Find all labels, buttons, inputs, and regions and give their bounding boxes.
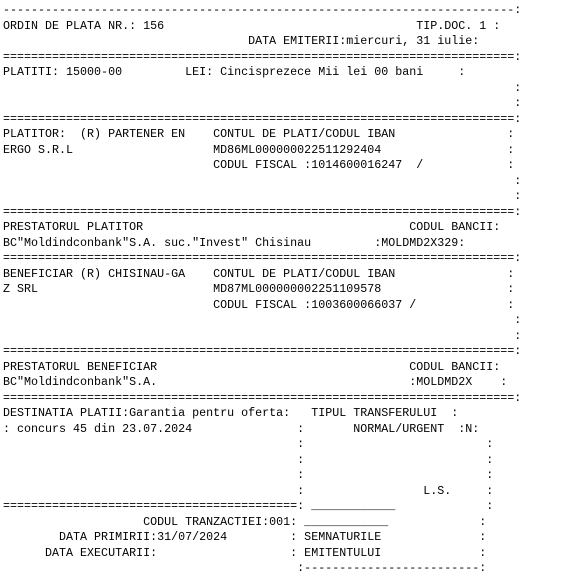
section-divider: =========================================================================: — [3, 204, 522, 219]
section-divider: =========================================================================: — [3, 390, 522, 405]
top-border: -------------------------------------------------------------------------: — [3, 3, 522, 17]
payer-bank-line: BC"Moldindconbank"S.A. suc."Invest" Chisinau :MOLDMD2X329: — [3, 235, 466, 250]
order-number-line: ORDIN DE PLATA NR.: 156 TIP.DOC. 1 : — [3, 18, 501, 33]
beneficiary-bank-line: BC"Moldindconbank"S.A. :MOLDMD2X : — [3, 375, 508, 389]
beneficiary-fiscal-code-line: CODUL FISCAL :1003600066037 / : — [3, 297, 515, 312]
section-divider: =========================================================================: — [3, 251, 522, 265]
beneficiary-line-2: Z SRL MD87ML000000002251109578 : — [3, 282, 515, 296]
amount-line: PLATITI: 15000-00 LEI: Cincisprezece Mii lei 00 bani : — [3, 65, 466, 79]
payment-purpose-line-1: DESTINATIA PLATII:Garantia pentru oferta: TIPUL TRANSFERULUI : — [3, 406, 459, 420]
beneficiary-bank-heading: PRESTATORUL BENEFICIAR CODUL BANCII: — [3, 359, 501, 374]
blank-line: : — [3, 96, 522, 110]
section-divider: =========================================================================: — [3, 344, 522, 358]
issue-date-line: DATA EMITERII:miercuri, 31 iulie: — [3, 34, 480, 48]
blank-line: : — [3, 328, 522, 343]
signature-line-1: ==========================================: ____________ : — [3, 499, 494, 513]
blank-line: : : — [3, 452, 494, 467]
payer-bank-heading: PRESTATORUL PLATITOR CODUL BANCII: — [3, 220, 501, 234]
transaction-code-line: CODUL TRANZACTIEI:001: ____________ : — [3, 514, 487, 529]
payer-line-2: ERGO S.R.L MD86ML000000022511292404 : — [3, 142, 515, 157]
blank-line: : : — [3, 468, 494, 482]
bottom-border: :-------------------------: — [3, 561, 487, 575]
blank-line: : — [3, 173, 522, 188]
beneficiary-line-1: BENEFICIAR (R) CHISINAU-GA CONTUL DE PLATI/CODUL IBAN : — [3, 266, 515, 281]
blank-line: : — [3, 313, 522, 327]
payer-fiscal-code-line: CODUL FISCAL :1014600016247 / : — [3, 158, 515, 172]
blank-line: : — [3, 80, 522, 95]
blank-line: : : — [3, 437, 494, 451]
section-divider: =========================================================================: — [3, 111, 522, 126]
payment-order-document — [3, 3, 561, 581]
payment-purpose-line-2: : concurs 45 din 23.07.2024 : NORMAL/URGENT :N: — [3, 421, 480, 436]
execution-date-line: DATA EXECUTARII: : EMITENTULUI : — [3, 545, 487, 560]
blank-line: : — [3, 189, 522, 203]
section-divider: =========================================================================: — [3, 49, 522, 64]
stamp-line: : L.S. : — [3, 483, 494, 498]
payer-line-1: PLATITOR: (R) PARTENER EN CONTUL DE PLATI/CODUL IBAN : — [3, 127, 515, 141]
received-date-line: DATA PRIMIRII:31/07/2024 : SEMNATURILE : — [3, 530, 487, 544]
